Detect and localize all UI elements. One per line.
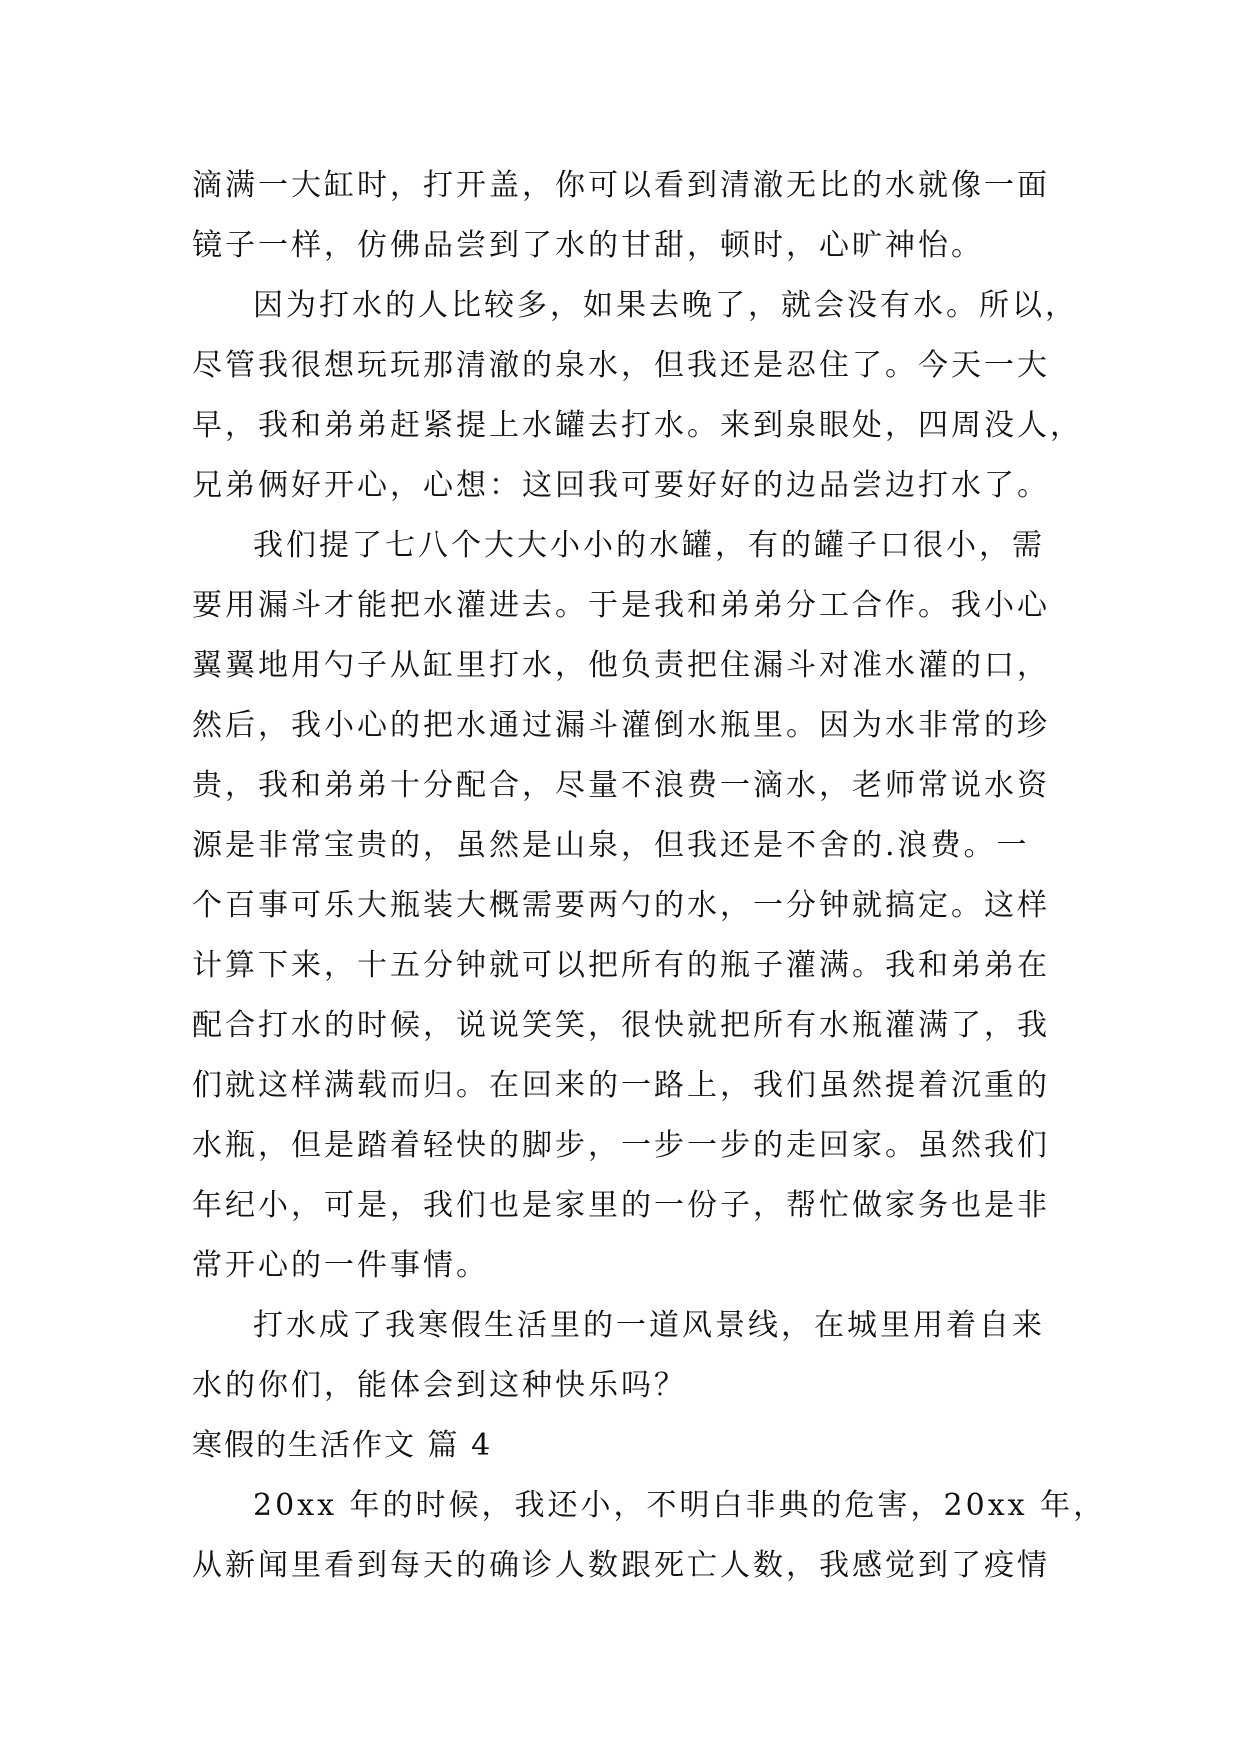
- text-line: 源是非常宝贵的，虽然是山泉，但我还是不舍的.浪费。一: [192, 828, 1030, 863]
- section-heading: 寒假的生活作文 篇 4: [192, 1428, 493, 1463]
- text-line: 们就这样满载而归。在回来的一路上，我们虽然提着沉重的: [192, 1068, 1050, 1103]
- text-line: 然后，我小心的把水通过漏斗灌倒水瓶里。因为水非常的珍: [192, 708, 1050, 743]
- text-line: 年纪小，可是，我们也是家里的一份子，帮忙做家务也是非: [192, 1188, 1050, 1223]
- text-line: 水瓶，但是踏着轻快的脚步，一步一步的走回家。虽然我们: [192, 1128, 1050, 1163]
- text-line: 从新闻里看到每天的确诊人数跟死亡人数，我感觉到了疫情: [192, 1548, 1050, 1583]
- text-line: 滴满一大缸时，打开盖，你可以看到清澈无比的水就像一面: [192, 168, 1050, 203]
- text-line: 镜子一样，仿佛品尝到了水的甘甜，顿时，心旷神怡。: [192, 228, 984, 263]
- text-line: 翼翼地用勺子从缸里打水，他负责把住漏斗对准水灌的口，: [192, 648, 1050, 683]
- paragraph-start-line: 因为打水的人比较多，如果去晚了，就会没有水。所以，: [253, 288, 1078, 323]
- text-line: 个百事可乐大瓶装大概需要两勺的水，一分钟就搞定。这样: [192, 888, 1050, 923]
- text-line: 配合打水的时候，说说笑笑，很快就把所有水瓶灌满了，我: [192, 1008, 1050, 1043]
- text-line: 兄弟俩好开心，心想：这回我可要好好的边品尝边打水了。: [192, 468, 1050, 503]
- paragraph-start-line: 打水成了我寒假生活里的一道风景线，在城里用着自来: [253, 1308, 1045, 1343]
- text-line: 常开心的一件事情。: [192, 1248, 489, 1283]
- text-line: 尽管我很想玩玩那清澈的泉水，但我还是忍住了。今天一大: [192, 348, 1050, 383]
- text-line: 早，我和弟弟赶紧提上水罐去打水。来到泉眼处，四周没人，: [192, 408, 1083, 443]
- text-line: 计算下来，十五分钟就可以把所有的瓶子灌满。我和弟弟在: [192, 948, 1050, 983]
- text-line: 要用漏斗才能把水灌进去。于是我和弟弟分工合作。我小心: [192, 588, 1050, 623]
- paragraph-start-line: 20xx 年的时候，我还小，不明白非典的危害，20xx 年，: [253, 1488, 1107, 1523]
- paragraph-start-line: 我们提了七八个大大小小的水罐，有的罐子口很小，需: [253, 528, 1045, 563]
- text-line: 水的你们，能体会到这种快乐吗？: [192, 1368, 687, 1403]
- text-line: 贵，我和弟弟十分配合，尽量不浪费一滴水，老师常说水资: [192, 768, 1050, 803]
